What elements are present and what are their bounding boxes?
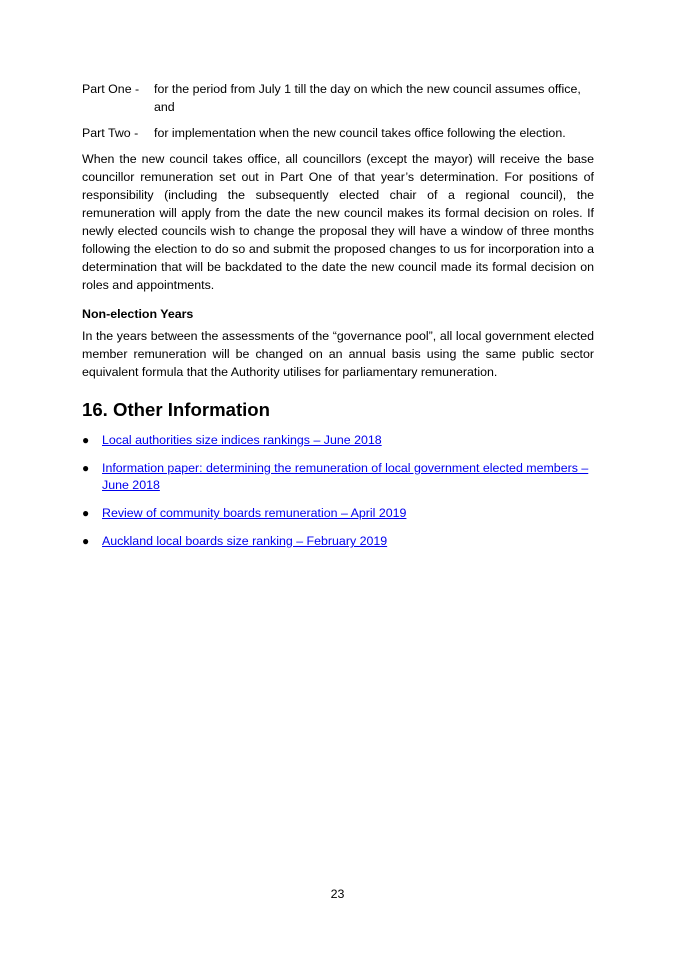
list-item	[82, 505, 594, 522]
other-information-list	[82, 432, 594, 550]
definition-term: Part Two -	[82, 126, 139, 140]
document-page	[82, 80, 594, 561]
definition-description: for implementation when the new council takes office following the election.	[154, 126, 566, 140]
link-auckland-local-boards[interactable]: Auckland local boards size ranking – February 2019	[102, 534, 388, 548]
bullet-icon: ●	[82, 433, 90, 447]
non-election-paragraph: In the years between the assessments of the “governance pool”, all local government elected member remuneration will be changed on an annual basis using the same public sector equivalent formula that the Authority utilises for parliamentary remuneration.	[82, 329, 594, 379]
list-item	[82, 460, 594, 494]
link-information-paper[interactable]: Information paper: determining the remuneration of local government elected members – June 2018	[102, 461, 589, 492]
definition-term: Part One -	[82, 82, 140, 96]
council-office-paragraph: When the new council takes office, all councillors (except the mayor) will receive the base councillor remuneration set out in Part One of that year’s determination. For positions of responsibility (including the subsequently elected chair of a regional council), the remuneration will apply from the date the new council makes its formal decision on roles. If newly elected councils wish to change the proposal they will have a window of three months following the election to do so and submit the proposed changes to us for incorporation into a determination that will be backdated to the date the new council made its formal decision on roles and appointments.	[82, 152, 594, 292]
bullet-icon: ●	[82, 461, 90, 475]
page-number: 23	[330, 887, 345, 901]
link-size-indices-rankings[interactable]: Local authorities size indices rankings – June 2018	[102, 433, 382, 447]
non-election-heading: Non-election Years	[82, 307, 194, 321]
link-community-boards-review[interactable]: Review of community boards remuneration – April 2019	[102, 506, 407, 520]
definition-part-two	[82, 124, 594, 142]
section-heading: 16. Other Information	[82, 399, 271, 420]
list-item	[82, 432, 594, 449]
list-item	[82, 533, 594, 550]
bullet-icon: ●	[82, 534, 90, 548]
bullet-icon: ●	[82, 506, 90, 520]
definition-description: for the period from July 1 till the day on which the new council assumes office, and	[154, 82, 581, 114]
definition-part-one	[82, 80, 594, 116]
